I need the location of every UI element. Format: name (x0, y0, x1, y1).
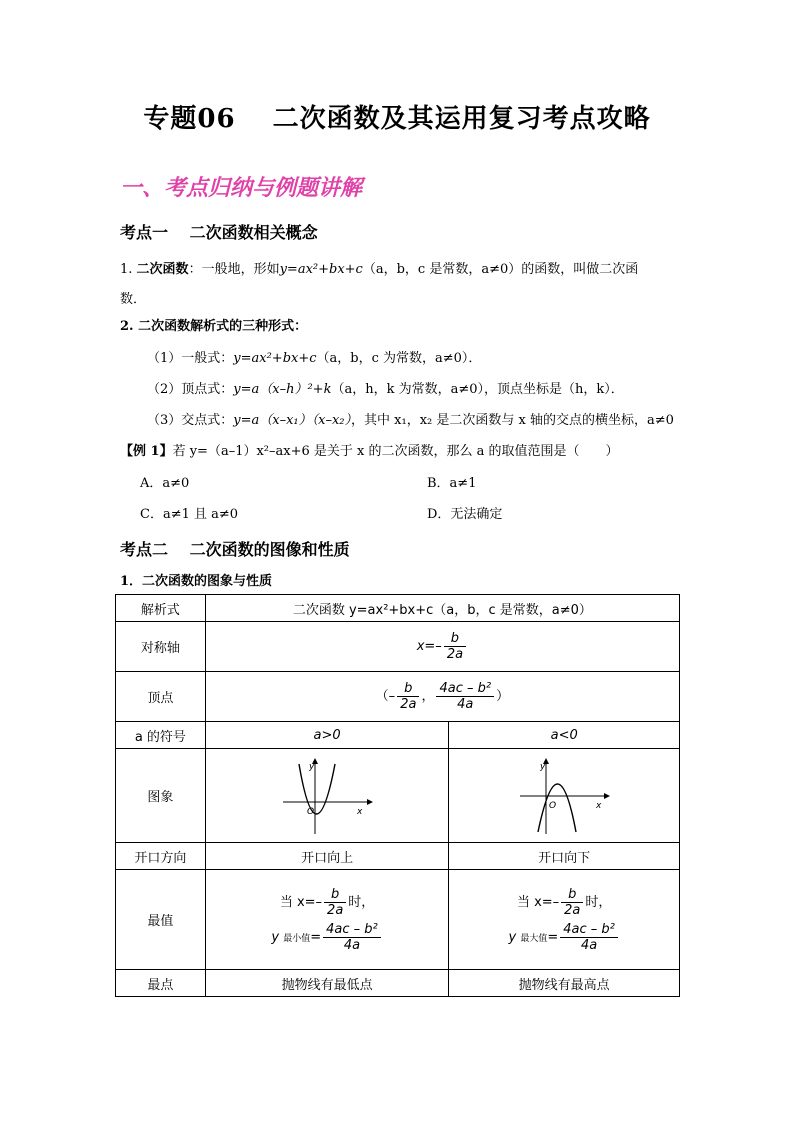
form-vertex (147, 378, 624, 397)
open-down: 开口向下 (449, 843, 680, 870)
denominator: 2a (327, 902, 344, 918)
form-text: ，其中 x₁，x₂ 是二次函数与 x 轴的交点的横坐标，a≠0 (351, 413, 674, 428)
denominator: 4a (580, 937, 598, 953)
numerator: 4ac – b² (560, 922, 618, 938)
formula: y=a（x–h）²+k (233, 382, 332, 397)
numerator: 4ac – b² (323, 922, 381, 938)
form-label: （1）一般式： (147, 351, 234, 366)
item-number: 1. (120, 262, 133, 277)
term-label: 二次函数 (136, 262, 189, 277)
point-min: 抛物线有最低点 (205, 970, 449, 997)
row-label: 开口方向 (116, 843, 206, 870)
extreme-value (449, 922, 679, 953)
graph-down-cell (449, 749, 680, 843)
y-label: y (540, 761, 546, 772)
kp1-item2: 2. 二次函数解析式的三种形式： (120, 319, 308, 334)
form-text: （a，h，k 为常数，a≠0），顶点坐标是（h，k）． (331, 382, 624, 397)
form-label: （3）交点式： (147, 413, 234, 428)
shi-text: 时， (348, 894, 375, 910)
axis-formula (205, 622, 679, 672)
form-label: （2）顶点式： (147, 382, 234, 397)
graph-up-cell (205, 749, 449, 843)
parabola-curve (538, 784, 576, 832)
x-label: x (357, 806, 363, 817)
question-text: 若 y=（a–1）x²–ax+6 是关于 x 的二次函数，那么 a 的取值范围是（ ） (172, 444, 619, 459)
denominator: 2a (446, 647, 464, 662)
row-label: 对称轴 (116, 622, 206, 672)
row-label: a 的符号 (116, 722, 206, 749)
numerator: b (397, 681, 419, 697)
parabola-curve (299, 761, 335, 814)
kp1-heading: 考点一 二次函数相关概念 (120, 223, 318, 242)
fraction (561, 887, 583, 918)
y-letter: y (508, 929, 517, 945)
y-label: y (309, 761, 315, 772)
denominator: 4a (343, 937, 361, 953)
open-up: 开口向上 (205, 843, 449, 870)
item-text: （a，b，c 是常数，a≠0）的函数，叫做二次函 (362, 262, 639, 277)
row-label: 解析式 (116, 595, 206, 622)
when-text: 当 x=– (516, 894, 560, 910)
vertex-formula (205, 672, 679, 722)
a-negative: a<0 (449, 722, 680, 749)
formula: y=a（x–x₁）（x–x₂） (233, 413, 352, 428)
denominator: 4a (457, 697, 474, 712)
equals: = (547, 929, 559, 945)
when-text: 当 x=– (279, 894, 323, 910)
denominator: 2a (564, 902, 581, 918)
option-d: D．无法确定 (427, 507, 503, 522)
form-general (147, 347, 481, 366)
fraction (397, 681, 419, 712)
numerator: b (444, 631, 466, 647)
parabola-down-graph (516, 756, 612, 836)
formula-lhs: x=– (416, 639, 442, 654)
x-arrow (367, 799, 373, 805)
item-text: ：一般地，形如 (188, 262, 280, 277)
kp1-item1-cont: 数． (120, 292, 147, 307)
page-title: 专题06 二次函数及其运用复习考点攻略 (143, 104, 651, 134)
origin-label: O (549, 800, 557, 811)
numerator: b (561, 887, 583, 903)
parabola-up-graph (279, 756, 375, 836)
row-label: 图象 (116, 749, 206, 843)
row-label: 最值 (116, 870, 206, 970)
numerator: b (324, 887, 346, 903)
shi-text: 时， (585, 894, 612, 910)
formula: y=ax²+bx+c (233, 351, 317, 366)
kp2-subheading: 1．二次函数的图象与性质 (120, 574, 273, 589)
extreme-max (449, 870, 680, 970)
fraction (560, 922, 618, 953)
kp2-heading: 考点二 二次函数的图像和性质 (120, 540, 350, 559)
section-heading: 一、考点归纳与例题讲解 (120, 176, 363, 201)
extreme-condition (206, 887, 449, 918)
point-max: 抛物线有最高点 (449, 970, 680, 997)
y-letter: y (271, 929, 280, 945)
min-subscript: 最小值 (283, 933, 311, 944)
extreme-condition (449, 887, 679, 918)
origin-label: O (307, 806, 315, 817)
denominator: 2a (400, 697, 417, 712)
option-b: B．a≠1 (427, 476, 477, 491)
option-a: A．a≠0 (140, 476, 190, 491)
kp1-item1 (120, 258, 638, 277)
comma: ， (421, 689, 435, 704)
properties-table (115, 594, 680, 997)
fraction (444, 631, 466, 662)
extreme-min (205, 870, 449, 970)
option-c: C．a≠1 且 a≠0 (140, 507, 239, 522)
equals: = (310, 929, 322, 945)
extreme-value (206, 922, 449, 953)
x-arrow (604, 793, 610, 799)
fraction (436, 681, 494, 712)
form-intercept (147, 409, 674, 428)
fraction (323, 922, 381, 953)
formula: y=ax²+bx+c (279, 262, 363, 277)
form-text: （a，b，c 为常数，a≠0）． (316, 351, 482, 366)
paren-open: （– (375, 689, 396, 704)
max-subscript: 最大值 (520, 933, 548, 944)
paren-close: ） (496, 689, 510, 704)
fraction (324, 887, 346, 918)
example1-question (120, 440, 619, 459)
a-positive: a>0 (205, 722, 449, 749)
numerator: 4ac – b² (436, 681, 494, 697)
x-label: x (596, 800, 602, 811)
row-label: 最点 (116, 970, 206, 997)
row-label: 顶点 (116, 672, 206, 722)
analytic-value: 二次函数 y=ax²+bx+c（a，b，c 是常数，a≠0） (205, 595, 679, 622)
example-label: 【例 1】 (120, 444, 173, 459)
